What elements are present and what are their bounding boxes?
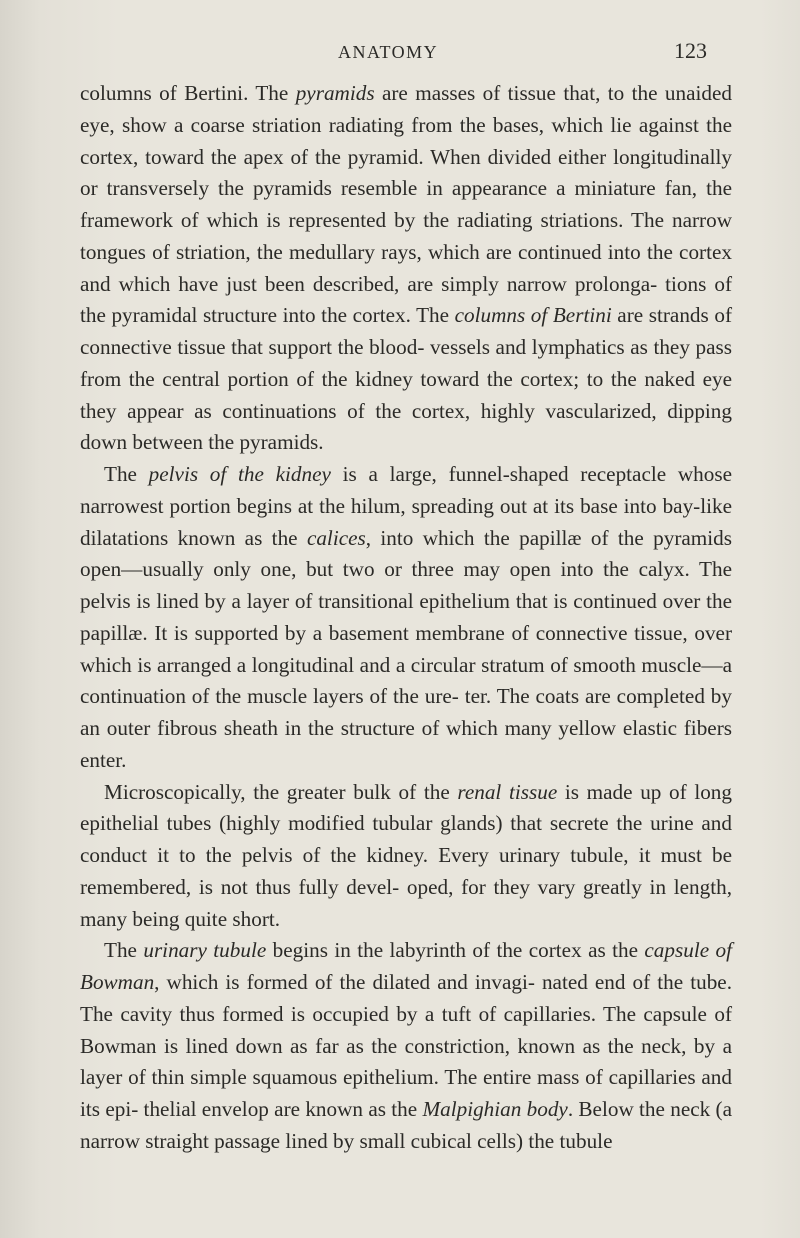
text-segment: , into which the papillæ of the pyramids open—usually only one, but two or three may open into the calyx. The pelvis is lined by a layer of transitional epithelium that is continued over the papillæ. It is supported by a basement membrane of connective tissue, over which is arranged a longitudinal and a circular stratum of smooth muscle—a continuation of the muscle layers of the ure- ter. The coats are completed by an outer fibrous sheath in the structure of which many yellow elastic fibers enter.	[80, 525, 732, 772]
italic-term: renal tissue	[457, 779, 558, 804]
text-segment: . Below the neck (a narrow straight passage lined by small cubical cells) the tubule	[80, 1097, 732, 1153]
text-segment: The	[104, 938, 144, 963]
page-header	[0, 38, 800, 68]
running-title: ANATOMY	[338, 42, 439, 62]
text-segment: , which is formed of the dilated and invagi- nated end of the tube. The cavity thus formed is occupied by a tuft of capillaries. The capsule of Bowman is lined down as far as the constriction, known as the neck, by a layer of thin simple squamous epithelium. The entire mass of capillaries and its epi- thelial envelop are known as the	[80, 970, 732, 1121]
text-segment: begins in the labyrinth of the cortex as the	[266, 938, 645, 963]
text-segment: is made up of long epithelial tubes (highly modified tubular glands) that secrete the urine and conduct it to the pelvis of the kidney. Every urinary tubule, it must be remembered, is not thus fully devel- oped, for they vary greatly in length, many being quite short.	[80, 779, 732, 931]
italic-term: pyramids	[295, 81, 375, 105]
text-segment: Microscopically, the greater bulk of the	[104, 779, 458, 804]
italic-term: pelvis of the kidney	[148, 462, 331, 486]
text-segment: is a large, funnel-shaped receptacle whose narrowest portion begins at the hilum, spreading out at its base into bay-like dilatations known as the	[80, 462, 733, 550]
text-segment: columns of Bertini. The	[80, 81, 296, 105]
paragraph-1	[80, 78, 732, 459]
paragraph-3	[80, 777, 732, 936]
text-segment: The	[104, 462, 149, 486]
body-text	[80, 78, 732, 1158]
text-segment: are strands of connective tissue that support the blood- vessels and lymphatics as they pass from the central portion of the kidney toward the cortex; to the naked eye they appear as continuations of the cortex, highly vascularized, dipping down between the pyramids.	[80, 303, 732, 455]
paragraph-4	[80, 935, 732, 1157]
italic-term: columns of Bertini	[454, 303, 612, 328]
text-segment: are masses of tissue that, to the unaided eye, show a coarse striation radiating from the bases, which lie against the cortex, toward the apex of the pyramid. When divided either longitudinally or transversely the pyramids resemble in appearance a miniature fan, the framework of which is represented by the radiating striations. The narrow tongues of striation, the medullary rays, which are continued into the cortex and which have just been described, are simply narrow prolonga- tions of the pyramidal structure into the cortex. The	[80, 81, 732, 328]
italic-term: Malpighian body	[422, 1097, 568, 1121]
italic-term: capsule of Bowman	[80, 938, 732, 994]
italic-term: urinary tubule	[143, 938, 267, 963]
page-number: 123	[674, 38, 707, 63]
italic-term: calices	[306, 525, 366, 550]
paragraph-2	[80, 459, 732, 777]
